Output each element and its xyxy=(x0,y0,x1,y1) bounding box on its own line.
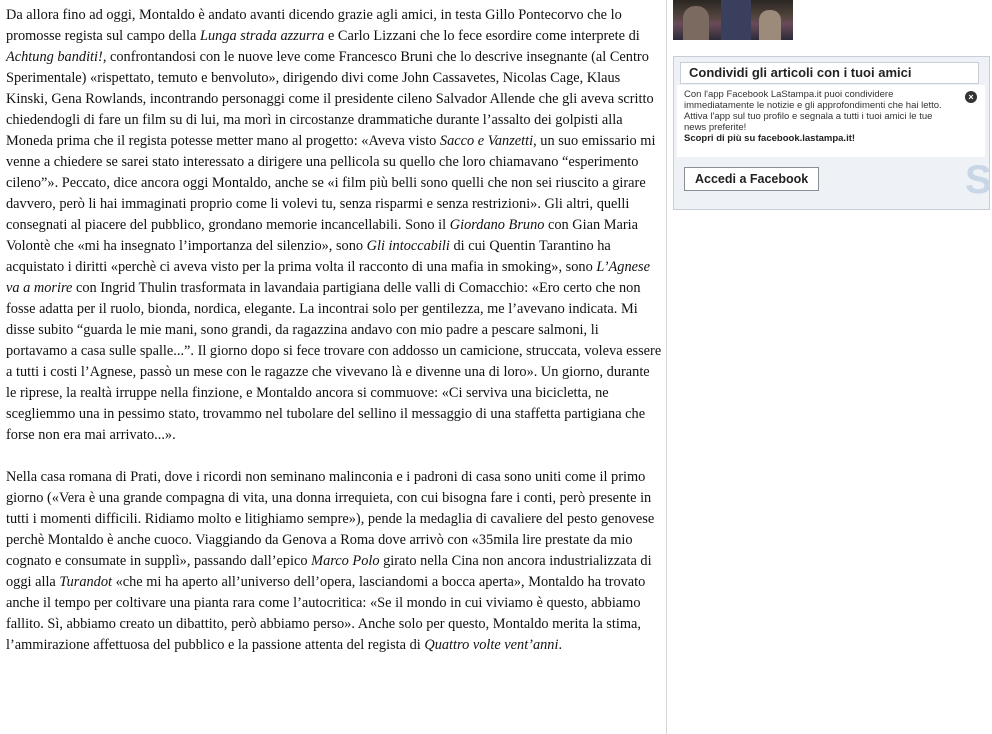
italic-title: Gli intoccabili xyxy=(366,238,450,254)
widget-text-2: Attiva l'app sul tuo profilo e segnala a tutti i tuoi amici le tue news preferite! xyxy=(684,111,933,133)
article-paragraph-2 xyxy=(6,467,662,656)
text-run: con Ingrid Thulin trasformata in lavandaia partigiana delle valli di Comacchio: «Ero certo che non fosse adatta per il ruolo, bionda, nordica, elegante. La incontrai solo per gentilezza, me l’avevano indicata. Mi disse subito “guarda le mie mani, sono grandi, da ragazzina andavo con mio padre a pescare salmoni, li portavamo a casa sulle spalle...”. Il giorno dopo si fece trovare con addosso un camicione, struccata, voleva essere a tutti i costi l’Agnese, passò un mese con le ragazze che vivevano là e divenne una di loro». Un giorno, durante le riprese, la realtà irruppe nella finzione, e Montaldo ancora si commuove: «Ci serviva una bicicletta, ne scegliemmo una in pessimo stato, trovammo nel tubolare del sellino il messaggio di una staffetta partigiana che forse non era mai arrivato...». xyxy=(6,280,662,443)
text-run: e Carlo Lizzani che lo fece esordire come interprete di xyxy=(324,28,640,44)
text-run: di cui Quentin Tarantino ha acquistato i diritti «perchè ci aveva visto per la prima volta il racconto di una mafia in smoking», sono xyxy=(6,238,611,275)
italic-title: Quattro volte vent’anni xyxy=(424,637,559,653)
italic-title: Sacco e Vanzetti xyxy=(439,133,534,149)
widget-more-link[interactable]: Scopri di più su facebook.lastampa.it! xyxy=(684,133,856,144)
article-paragraph-1 xyxy=(6,5,662,446)
italic-title: Giordano Bruno xyxy=(449,217,545,233)
column-divider xyxy=(666,0,667,734)
text-run: Da allora fino ad oggi, Montaldo è andato avanti dicendo grazie agli amici, in testa Gillo Pontecorvo che lo promosse regista sul campo della xyxy=(6,7,622,44)
italic-title: Achtung banditi! xyxy=(6,49,103,65)
text-run: con Gian Maria Volontè che «mi ha insegnato l’importanza del silenzio», sono xyxy=(6,217,639,254)
widget-description xyxy=(684,89,954,144)
italic-title: Marco Polo xyxy=(311,553,380,569)
text-run: . xyxy=(558,637,563,653)
italic-title: L’Agnese va a morire xyxy=(6,259,650,296)
text-run: Nella casa romana di Prati, dove i ricordi non seminano malinconia e i padroni di casa sono uniti come il primo giorno («Vera è una grande compagna di vita, una donna irrequieta, con cui bisogna fare i conti, però presente in tutti i momenti difficili. Ridiamo molto e litighiamo sempre»), pende la medaglia di cavaliere del pesto genovese perchè Montaldo è anche cuoco. Viaggiando da Genova a Roma dove arrivò con «35mila lire prestate da mio cognato e consumate in supplì», passando dall’epico xyxy=(6,469,655,569)
facebook-login-button[interactable]: Accedi a Facebook xyxy=(684,167,819,191)
text-run: , confrontandosi con le nuove leve come Francesco Bruni che lo descrive insegnante (al Centro Sperimentale) «rispettato, temuto e benvoluto», dirigendo divi come John Cassavetes, Nicolas Cage, Klaus Kinski, Gena Rowlands, incontrando personaggi come il presidente cileno Salvador Allende che gli aveva scritto chiedendogli di fare un film su di lui, ma morì in circostanze drammatiche durante l’assalto dei golpisti alla Moneda prima che il regista potesse metter mano al progetto: «Aveva visto xyxy=(6,49,654,149)
article-body xyxy=(6,5,662,656)
widget-body xyxy=(677,85,985,157)
text-run: «che mi ha aperto all’universo dell’opera, lasciandomi a bocca aperta», Montaldo ha trovato anche il tempo per coltivare una pianta rara come l’autocritica: «Se il mondo in cui viviamo è questo, abbiamo fallito. Sì, abbiamo creato un dibattito, però abbiamo perso». Anche solo per questo, Montaldo merita la stima, l’ammirazione affettuosa del pubblico e la passione attenta del regista di xyxy=(6,574,646,653)
text-run: girato nella Cina non ancora industrializzata di oggi alla xyxy=(6,553,652,590)
sidebar-photo[interactable] xyxy=(673,0,793,40)
text-run: , un suo emissario mi venne a chiedere se sarei stato interessato a dirigere una pellicola su quello che loro chiamavano “esperimento cileno”». Peccato, dice ancora oggi Montaldo, anche se «i film più belli sono quelli che non sei riuscito a girare davvero, però li hai immaginati proprio come li volevi tu, senza risparmi e senza restrizioni». Gli altri, quelli consegnati al piacere del pubblico, grondano memorie incancellabili. Sono il xyxy=(6,133,656,233)
italic-title: Turandot xyxy=(59,574,113,590)
logo-fragment: S xyxy=(965,158,992,202)
widget-header xyxy=(680,62,979,84)
widget-title: Condividi gli articoli con i tuoi amici xyxy=(689,65,912,80)
facebook-share-widget xyxy=(673,56,990,210)
widget-text-1: Con l'app Facebook LaStampa.it puoi condividere immediatamente le notizie e gli approfondimenti che hai letto. xyxy=(684,89,942,111)
close-icon[interactable]: × xyxy=(965,91,977,103)
italic-title: Lunga strada azzurra xyxy=(200,28,325,44)
